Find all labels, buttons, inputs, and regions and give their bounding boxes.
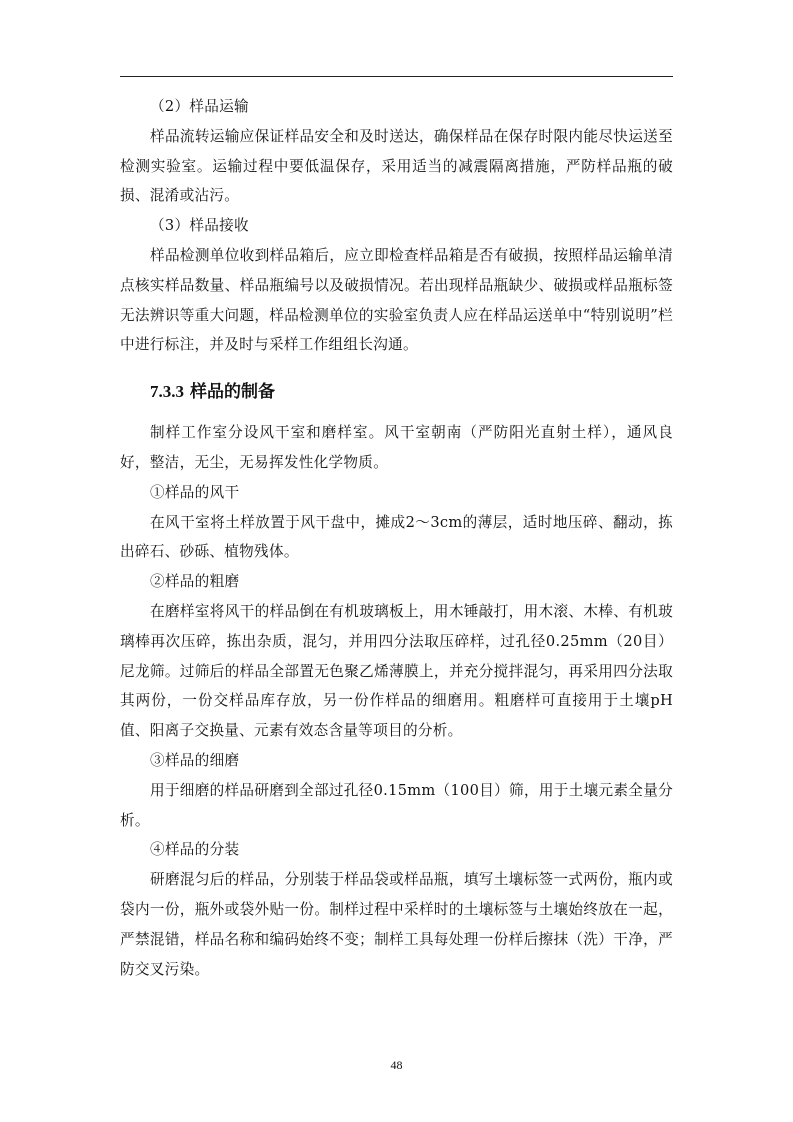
air-dry-paragraph: 在风干室将土样放置于风干盘中，摊成2～3cm的薄层，适时地压碎、翻动，拣出碎石、砂砾、植物残体。	[120, 513, 673, 561]
coarse-grind-paragraph: 在磨样室将风干的样品倒在有机玻璃板上，用木锤敲打，用木滚、木棒、有机玻璃棒再次压碎，拣出杂质，混匀，并用四分法取压碎样，过孔径0.25mm（20目）尼龙筛。过筛后的样品全部置无色聚乙烯薄膜上，并充分搅拌混匀，再采用四分法取其两份，一份交样品库存放，另一份作样品的细磨用。粗磨样可直接用于土壤pH值、阳离子交换量、元素有效态含量等项目的分析。	[120, 602, 673, 740]
fine-grind-subtitle: ③样品的细磨	[150, 751, 240, 769]
packaging-paragraph: 研磨混匀后的样品，分别装于样品袋或样品瓶，填写土壤标签一式两份，瓶内或袋内一份，瓶外或袋外贴一份。制样过程中采样时的土壤标签与土壤始终放在一起，严禁混错，样品名称和编码始终不变；制样工具每处理一份样后擦抹（洗）干净，严防交叉污染。	[120, 871, 673, 978]
air-dry-subtitle: ①样品的风干	[150, 483, 240, 501]
coarse-grind-subtitle: ②样品的粗磨	[150, 573, 240, 591]
section-heading	[120, 377, 673, 407]
page-number: 48	[390, 1058, 403, 1072]
section-number: 7.3.3	[150, 382, 184, 402]
section-title: 样品的制备	[190, 382, 275, 403]
packaging-subtitle: ④样品的分装	[150, 841, 240, 859]
transport-paragraph: 样品流转运输应保证样品安全和及时送达，确保样品在保存时限内能尽快运送至检测实验室。运输过程中要低温保存，采用适当的减震隔离措施，严防样品瓶的破损、混淆或沾污。	[120, 127, 673, 205]
intro-paragraph: 制样工作室分设风干室和磨样室。风干室朝南（严防阳光直射土样），通风良好，整洁，无尘，无易挥发性化学物质。	[120, 424, 673, 471]
receive-paragraph: 样品检测单位收到样品箱后，应立即检查样品箱是否有破损，按照样品运输单清点核实样品数量、样品瓶编号以及破损情况。若出现样品瓶缺少、破损或样品瓶标签无法辨识等重大问题，样品检测单位的实验室负责人应在样品运送单中“特别说明”栏中进行标注，并及时与采样工作组组长沟通。	[120, 246, 673, 354]
fine-grind-paragraph: 用于细磨的样品研磨到全部过孔径0.15mm（100目）筛，用于土壤元素全量分析。	[120, 781, 673, 829]
receive-subtitle: （3）样品接收	[150, 217, 249, 235]
page-content	[120, 92, 673, 984]
transport-subtitle: （2）样品运输	[150, 98, 249, 115]
header-rule	[120, 76, 673, 77]
